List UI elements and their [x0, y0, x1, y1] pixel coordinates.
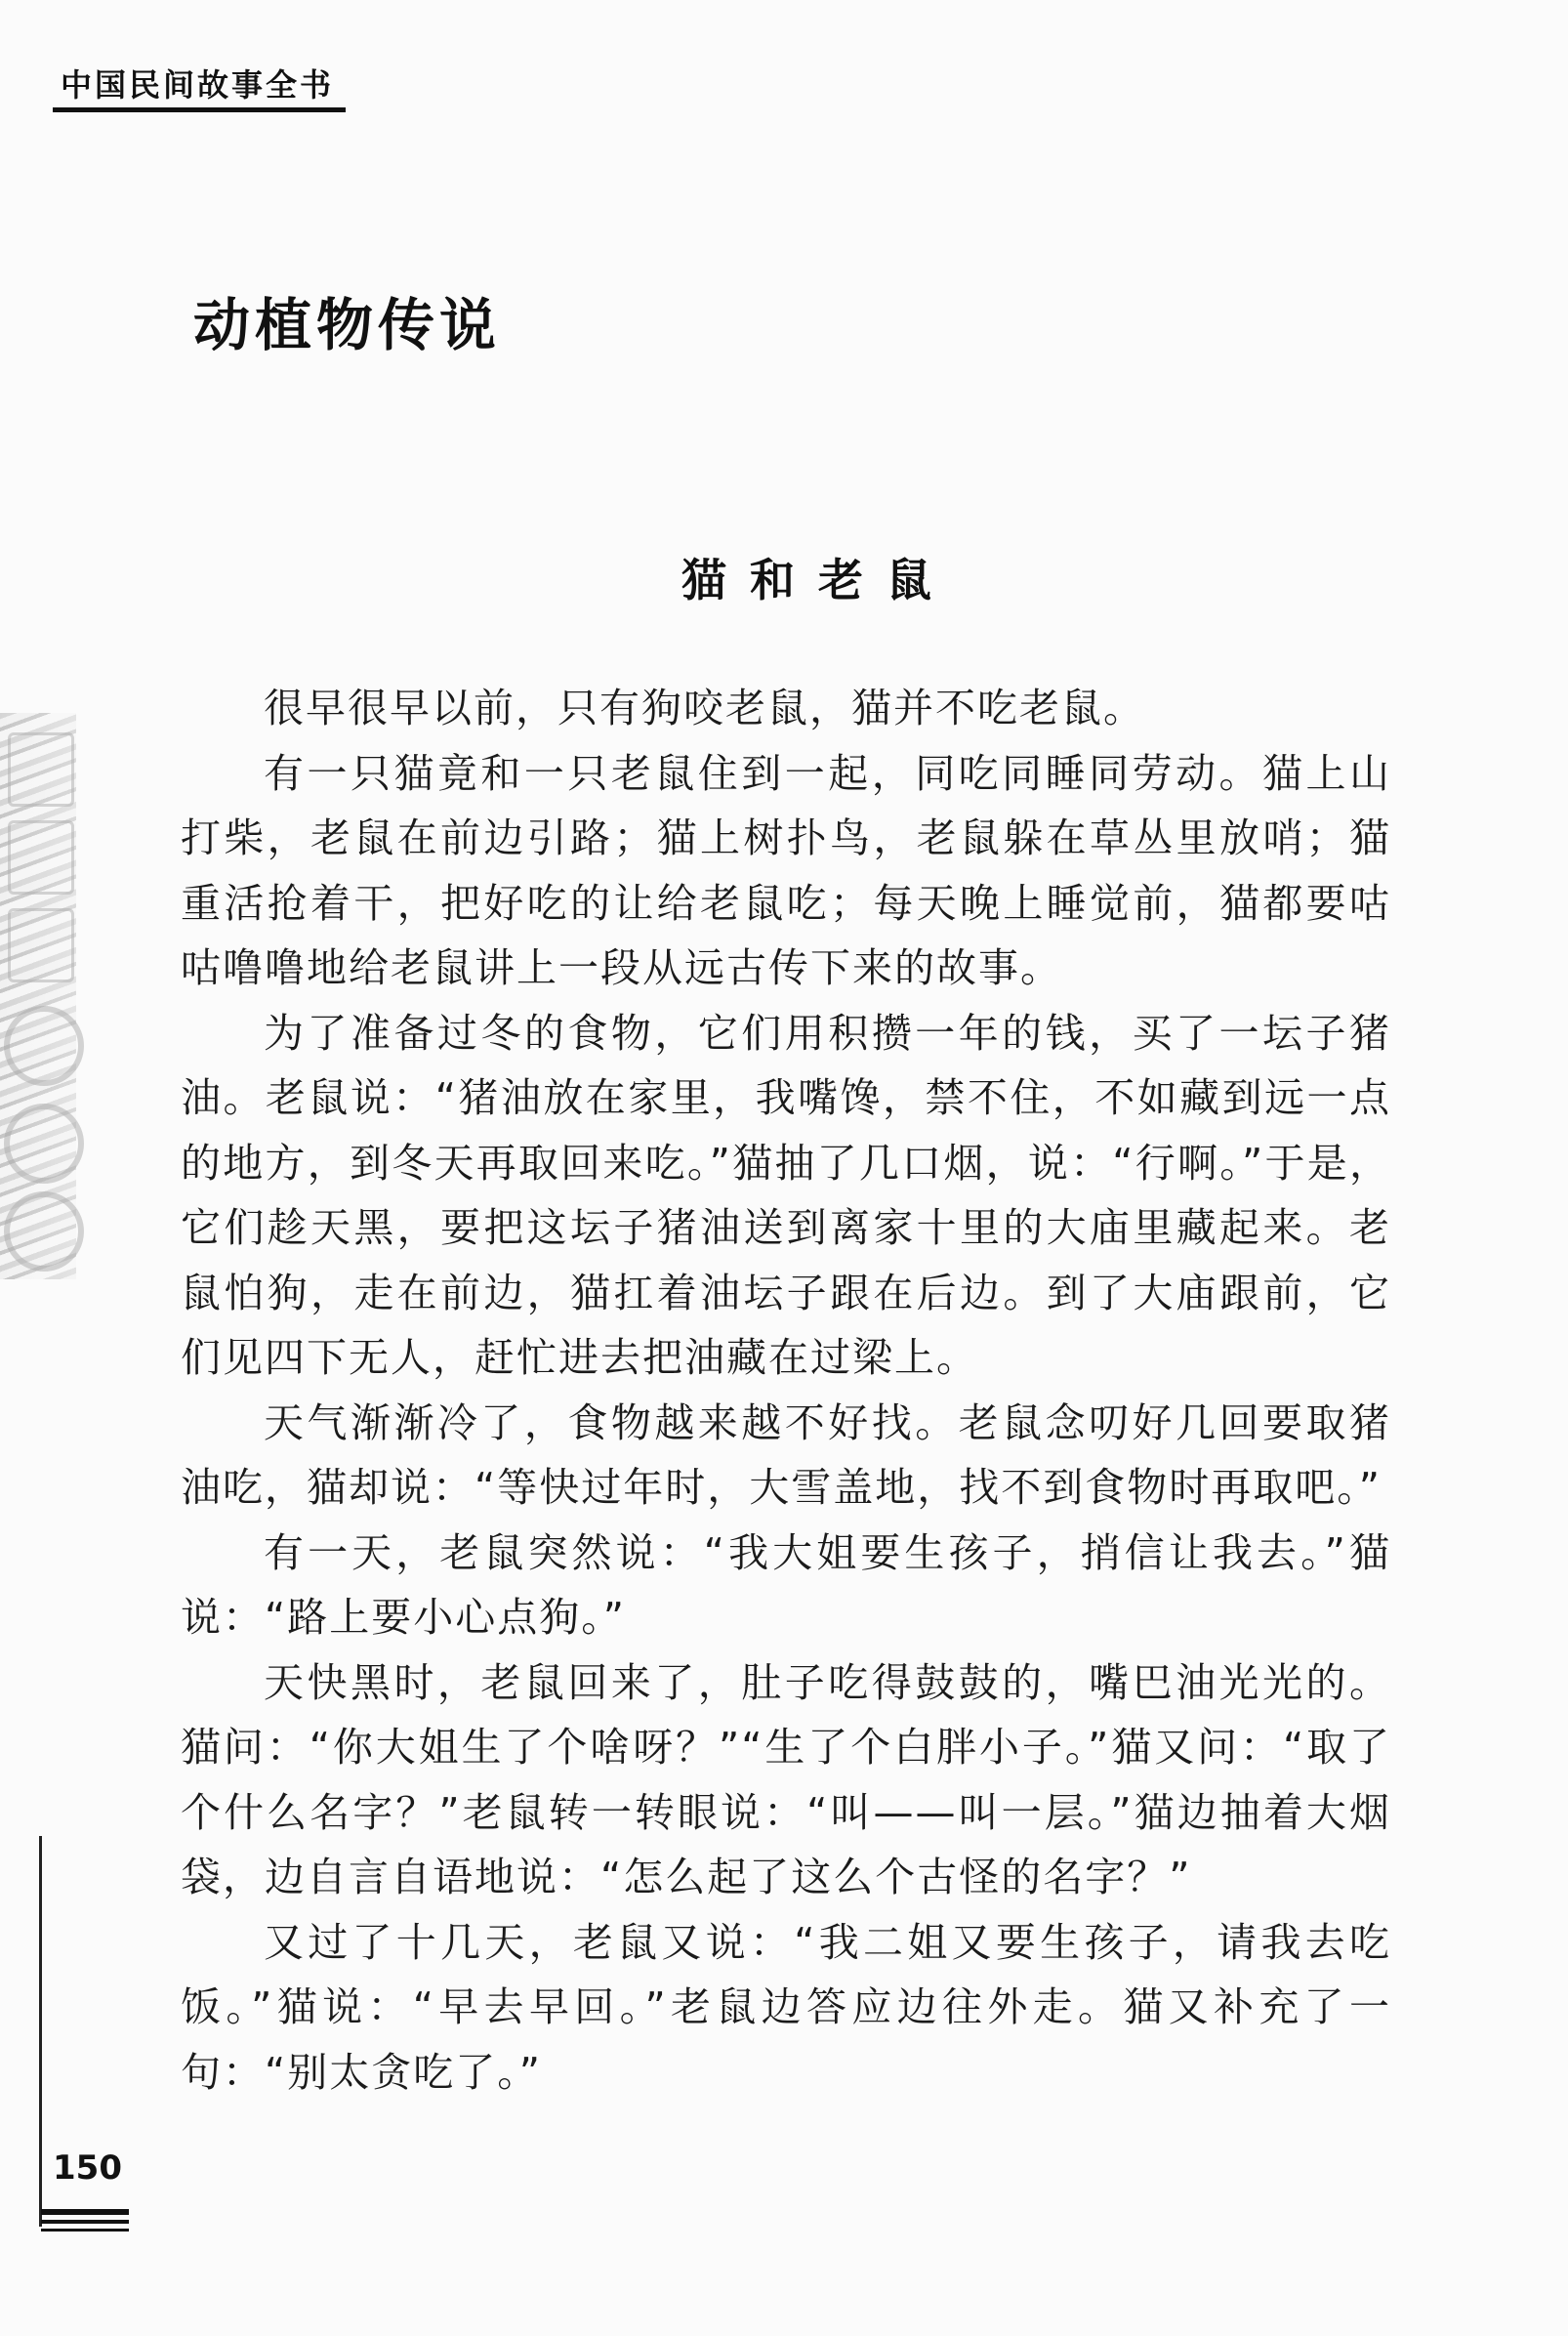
pattern-block-2 [8, 820, 74, 895]
paragraph: 有一只猫竟和一只老鼠住到一起，同吃同睡同劳动。猫上山打柴，老鼠在前边引路；猫上树扑鸟，老鼠躲在草丛里放哨；猫重活抢着干，把好吃的让给老鼠吃；每天晚上睡觉前，猫都要咕咕噜噜地给老鼠讲上一段从远古传下来的故事。 [181, 749, 1391, 991]
story-body [181, 676, 1391, 2105]
page-number: 150 [53, 2148, 122, 2188]
margin-line [39, 1836, 42, 2227]
series-title: 中国民间故事全书 [61, 66, 335, 104]
page-number-rule [41, 2229, 129, 2232]
story-title: 猫和老鼠 [681, 554, 955, 606]
pattern-swirl-2 [4, 1104, 84, 1184]
pattern-block-1 [8, 732, 74, 807]
pattern-block-3 [8, 908, 74, 982]
page-number-rule [41, 2209, 129, 2215]
paragraph: 又过了十几天，老鼠又说：“我二姐又要生孩子，请我去吃饭。”猫说：“早去早回。”老鼠边答应边往外走。猫又补充了一句：“别太贪吃了。” [181, 1918, 1391, 2096]
pattern-swirl-1 [4, 1006, 84, 1086]
decorative-margin-pattern [0, 713, 76, 1279]
page-number-rule [41, 2220, 129, 2224]
paragraph: 为了准备过冬的食物，它们用积攒一年的钱，买了一坛子猪油。老鼠说：“猪油放在家里，我嘴馋，禁不住，不如藏到远一点的地方，到冬天再取回来吃。”猫抽了几口烟，说：“行啊。”于是，它们趁天黑，要把这坛子猪油送到离家十里的大庙里藏起来。老鼠怕狗，走在前边，猫扛着油坛子跟在后边。到了大庙跟前，它们见四下无人，赶忙进去把油藏在过梁上。 [181, 1009, 1391, 1381]
paragraph: 有一天，老鼠突然说：“我大姐要生孩子，捎信让我去。”猫说：“路上要小心点狗。” [181, 1528, 1391, 1641]
header-rule [53, 107, 346, 112]
paragraph: 天快黑时，老鼠回来了，肚子吃得鼓鼓的，嘴巴油光光的。猫问：“你大姐生了个啥呀？”“生了个白胖小子。”猫又问：“取了个什么名字？”老鼠转一转眼说：“叫——叫一层。”猫边抽着大烟袋，边自言自语地说：“怎么起了这么个古怪的名字？” [181, 1658, 1391, 1900]
paragraph: 很早很早以前，只有狗咬老鼠，猫并不吃老鼠。 [264, 685, 1145, 731]
pattern-swirl-3 [4, 1191, 84, 1272]
section-title: 动植物传说 [193, 292, 502, 358]
paragraph: 天气渐渐冷了，食物越来越不好找。老鼠念叨好几回要取猪油吃，猫却说：“等快过年时，大雪盖地，找不到食物时再取吧。” [181, 1398, 1391, 1511]
